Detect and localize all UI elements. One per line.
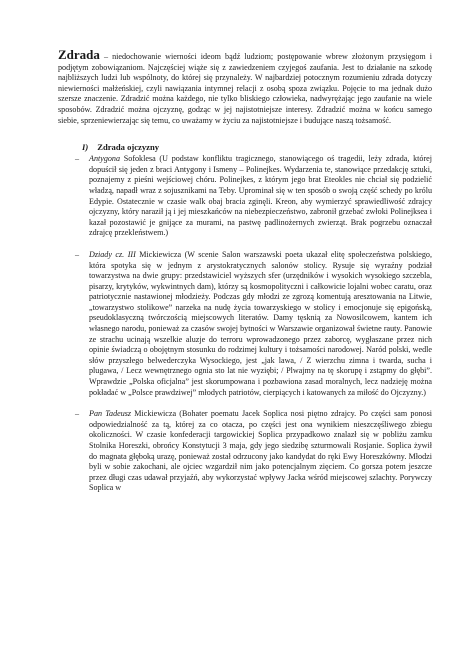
list-item bbox=[75, 249, 432, 398]
section-number: I) bbox=[82, 142, 89, 153]
list-item bbox=[75, 154, 432, 239]
work-description: Mickiewicza (Bohater poematu Jacek Soplica nosi piętno zdrajcy. Po części sam ponosi odpowiedzialność za tą, której za co otacza, po części jest ona wynikiem nieszczęśliwego zbiegu okoliczności. W czasie konfederacji targowickiej Soplica przypadkowo znalazł się w pobliżu zamku Stolnika Horeszki, obrońcy Konstytucji 3 maja, gdy jego siedzibę szturmowali Rosjanie. Soplica żywił do magnata głęboką urazę, ponieważ został odrzucony jako kandydat do ręki Ewy Horeszkówny. Młodzi byli w sobie zakochani, ale ojciec wzgardził nim jako potencjalnym zięciem. Co gorsza potem jeszcze przez długi czas udawał przyjaźń, aby wykorzystać wpływy Jacka wśród miejscowej szlachty. Porywczy Soplica w bbox=[89, 409, 432, 493]
work-title: Dziady cz. III bbox=[89, 249, 136, 259]
dash-bullet-icon: – bbox=[75, 154, 80, 164]
work-title: Antygona bbox=[89, 154, 121, 164]
section-title: Zdrada ojczyzny bbox=[97, 142, 160, 153]
works-list bbox=[75, 154, 432, 494]
work-description: Sofoklesa (U podstaw konfliktu tragicznego, stanowiącego oś tragedii, leży zdrada, której dopuścił się jeden z braci Antygony i Ismeny – Polinejkes. Wydarzenia te, stanowiące przedakcję sztuki, poznajemy z pieśni wejściowej chóru. Polinejkes, z którym jego brat Eteokles nie chciał się podzielić władzą, napadł wraz z sojusznikami na Teby. Uprominał się w ten sposób o swoją część schedy po królu Edypie. Ostatecznie w czasie walk obaj bracia zginęli. Kreon, aby wymierzyć sprawiedliwość zdrajcy ojczyzny, który naraził ją i jej mieszkańców na niebezpieczeństwo, zabronił grzebać zwłoki Polinejksea i kazał pozostawić je gnijące za murami, na pastwę padlinożernych zwierząt. Brak pogrzebu oznaczał zdrajcę przekleństwem.) bbox=[89, 154, 432, 238]
intro-paragraph bbox=[58, 47, 432, 126]
intro-text: – niedochowanie wierności ideom bądź ludziom; postępowanie wbrew złożonym przysięgom i podjętym zobowiązaniom. Najczęściej wiąże się z zawiedzeniem czyjegoś zaufania. Jest to działanie na szkodę najbliższych ludzi lub wspólnoty, do której się przynależy. W najbardziej potocznym rozumieniu zdrada dotyczy niewierności małżeńskiej, czyli nawiązania intymnej relacji z osobą spoza związku. Pojęcie to ma jednak dużo szersze znaczenie. Zdradzić można każdego, nie tylko bliskiego człowieka, nadwyrężając jego zaufanie na wiele sposobów. Zdradzić można ojczyznę, godząc w jej najistotniejsze interesy. Zdradzić można w końcu samego siebie, sprzeniewierzając się temu, co uważamy w życiu za najistotniejsze i budujące naszą tożsamość. bbox=[58, 52, 432, 125]
work-title: Pan Tadeusz bbox=[89, 409, 132, 419]
dash-bullet-icon: – bbox=[75, 249, 80, 259]
list-item bbox=[75, 409, 432, 494]
work-description: Mickiewicza (W scenie Salon warszawski poeta ukazał elitę społeczeństwa polskiego, która spotyka się w jednym z arystokratycznych salonów stolicy. Rysuje się wyraźny podział towarzystwa na dwie grupy: przedstawiciel wyższych sfer (urzędników i wysokich wysokiego szczebla, pisarzy, krytyków, wykwintnych dam), którzy są kosmopolityczni i całkowicie lojalni wobec caratu, oraz patriotycznie nastawionej młodzieży. Podczas gdy młodzi ze zgrozą komentują aresztowania na Litwie, „towarzystwo stolikowe” narzeka na nudę życia towarzyskiego w stolicy i emocjonuje się epigońską, pseudoklasyczną twórczością miejscowych literatów. Damy tęsknią za Nowosilcowem, kantem ich własnego narodu, ponieważ za czasów swojej bytności w Warszawie organizował świetne rauty. Panowie ze strachu ucinają wszelkie aluzje do terroru wprowadzonego przez zaborcę, wygłaszane przez nich opinie świadczą o obojętnym stosunku do rodzimej kultury i tożsamości narodowej. Naród polski, wedle słów przyszłego belwederczyka Wysockiego, jest „jak lawa, / Z wierzchu zimna i twarda, sucha i plugawa, / Lecz wewnętrznego ognia sto lat nie wyziębi; / Plwajmy na tę skorupę i zstąpmy do głębi”. Wprawdzie „Polska oficjalna” jest skorumpowana i pozbawiona zasad moralnych, lecz nadzieję można pokładać w „Polsce prawdziwej” młodych patriotów, cierpiących i katowanych za miłość do Ojczyzny.) bbox=[89, 249, 432, 397]
document-title: Zdrada bbox=[58, 47, 100, 62]
dash-bullet-icon: – bbox=[75, 409, 80, 419]
section-heading bbox=[82, 142, 432, 152]
